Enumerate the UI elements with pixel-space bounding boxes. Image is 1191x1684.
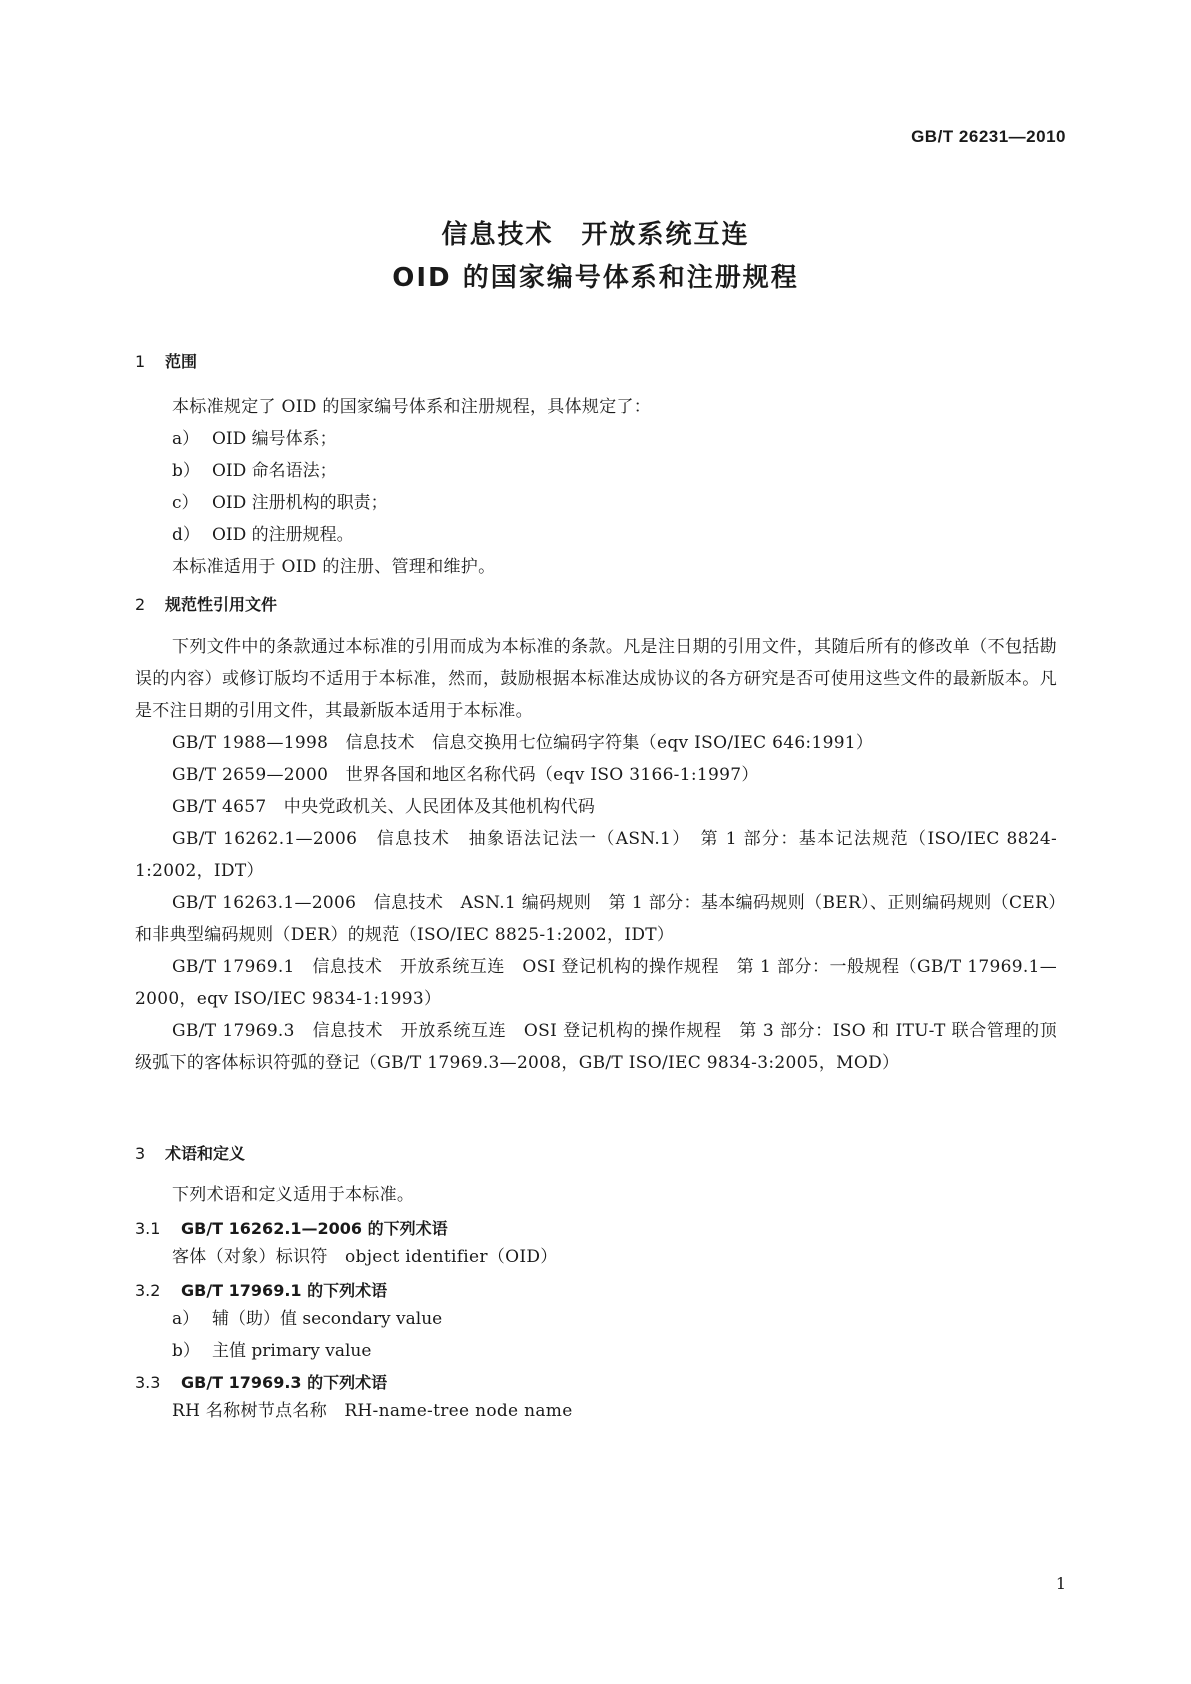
section-2-body — [135, 631, 1057, 1079]
reference-item: GB/T 4657 中央党政机关、人民团体及其他机构代码 — [172, 797, 596, 817]
document-title-line2: OID 的国家编号体系和注册规程 — [392, 263, 799, 293]
term-entry: 客体（对象）标识符 object identifier（OID） — [172, 1247, 558, 1267]
subsection-heading: 3.3 GB/T 17969.3 的下列术语 — [135, 1373, 388, 1392]
section-3-body — [135, 1179, 1057, 1211]
title-part-b: 开放系统互连 — [581, 220, 750, 250]
subsection-heading: 3.2 GB/T 17969.1 的下列术语 — [135, 1281, 388, 1300]
section-title: 范围 — [165, 352, 198, 371]
subsection-heading: 3.1 GB/T 16262.1—2006 的下列术语 — [135, 1219, 448, 1238]
section-number: 2 — [135, 595, 146, 614]
list-item: b） 主值 primary value — [172, 1341, 372, 1361]
section-1-heading — [135, 349, 1057, 372]
list-item: d） OID 的注册规程。 — [172, 525, 354, 545]
section-title: 规范性引用文件 — [165, 595, 278, 614]
list-item: c） OID 注册机构的职责； — [172, 493, 388, 513]
section-2-heading — [135, 592, 1057, 615]
document-title-line1 — [0, 214, 1191, 251]
title-part-a: 信息技术 — [441, 220, 554, 250]
section-3-heading — [135, 1141, 1057, 1164]
reference-item: GB/T 1988—1998 信息技术 信息交换用七位编码字符集（eqv ISO/IEC 646:1991） — [172, 733, 874, 753]
subsection-3-3 — [135, 1370, 1057, 1427]
scope-intro: 本标准规定了 OID 的国家编号体系和注册规程，具体规定了： — [172, 397, 652, 417]
reference-item: GB/T 16263.1—2006 信息技术 ASN.1 编码规则 第 1 部分：基本编码规则（BER）、正则编码规则（CER）和非典型编码规则（DER）的规范（ISO/IEC 8825-1:2002，IDT） — [135, 893, 1057, 945]
section-number: 1 — [135, 352, 146, 371]
reference-item: GB/T 17969.3 信息技术 开放系统互连 OSI 登记机构的操作规程 第 3 部分：ISO 和 ITU-T 联合管理的顶级弧下的客体标识符弧的登记（GB/T 17969.3—2008，GB/T ISO/IEC 9834-3:2005，MOD） — [135, 1021, 1057, 1073]
page-number: 1 — [1055, 1574, 1066, 1593]
list-item: a） OID 编号体系； — [172, 429, 337, 449]
list-item: a） 辅（助）值 secondary value — [172, 1309, 443, 1329]
normative-references-intro: 下列文件中的条款通过本标准的引用而成为本标准的条款。凡是注日期的引用文件，其随后所有的修改单（不包括勘误的内容）或修订版均不适用于本标准，然而，鼓励根据本标准达成协议的各方研究是否可使用这些文件的最新版本。凡是不注日期的引用文件，其最新版本适用于本标准。 — [135, 637, 1057, 721]
reference-item: GB/T 16262.1—2006 信息技术 抽象语法记法一（ASN.1） 第 1 部分：基本记法规范（ISO/IEC 8824-1:2002，IDT） — [135, 829, 1057, 881]
terms-intro: 下列术语和定义适用于本标准。 — [172, 1185, 415, 1205]
reference-item: GB/T 17969.1 信息技术 开放系统互连 OSI 登记机构的操作规程 第 1 部分：一般规程（GB/T 17969.1—2000，eqv ISO/IEC 9834-1:1993） — [135, 957, 1057, 1009]
list-item: b） OID 命名语法； — [172, 461, 337, 481]
subsection-3-2 — [135, 1278, 1057, 1367]
section-number: 3 — [135, 1144, 146, 1163]
section-2 — [135, 592, 1057, 615]
term-entry: RH 名称树节点名称 RH-name-tree node name — [172, 1401, 573, 1421]
section-1-body — [135, 391, 1057, 583]
section-title: 术语和定义 — [165, 1144, 246, 1163]
standard-number: GB/T 26231—2010 — [911, 127, 1066, 146]
section-1 — [135, 349, 1057, 372]
reference-item: GB/T 2659—2000 世界各国和地区名称代码（eqv ISO 3166-1:1997） — [172, 765, 759, 785]
section-3 — [135, 1141, 1057, 1164]
subsection-3-1 — [135, 1216, 1057, 1273]
scope-applicability: 本标准适用于 OID 的注册、管理和维护。 — [172, 557, 496, 577]
